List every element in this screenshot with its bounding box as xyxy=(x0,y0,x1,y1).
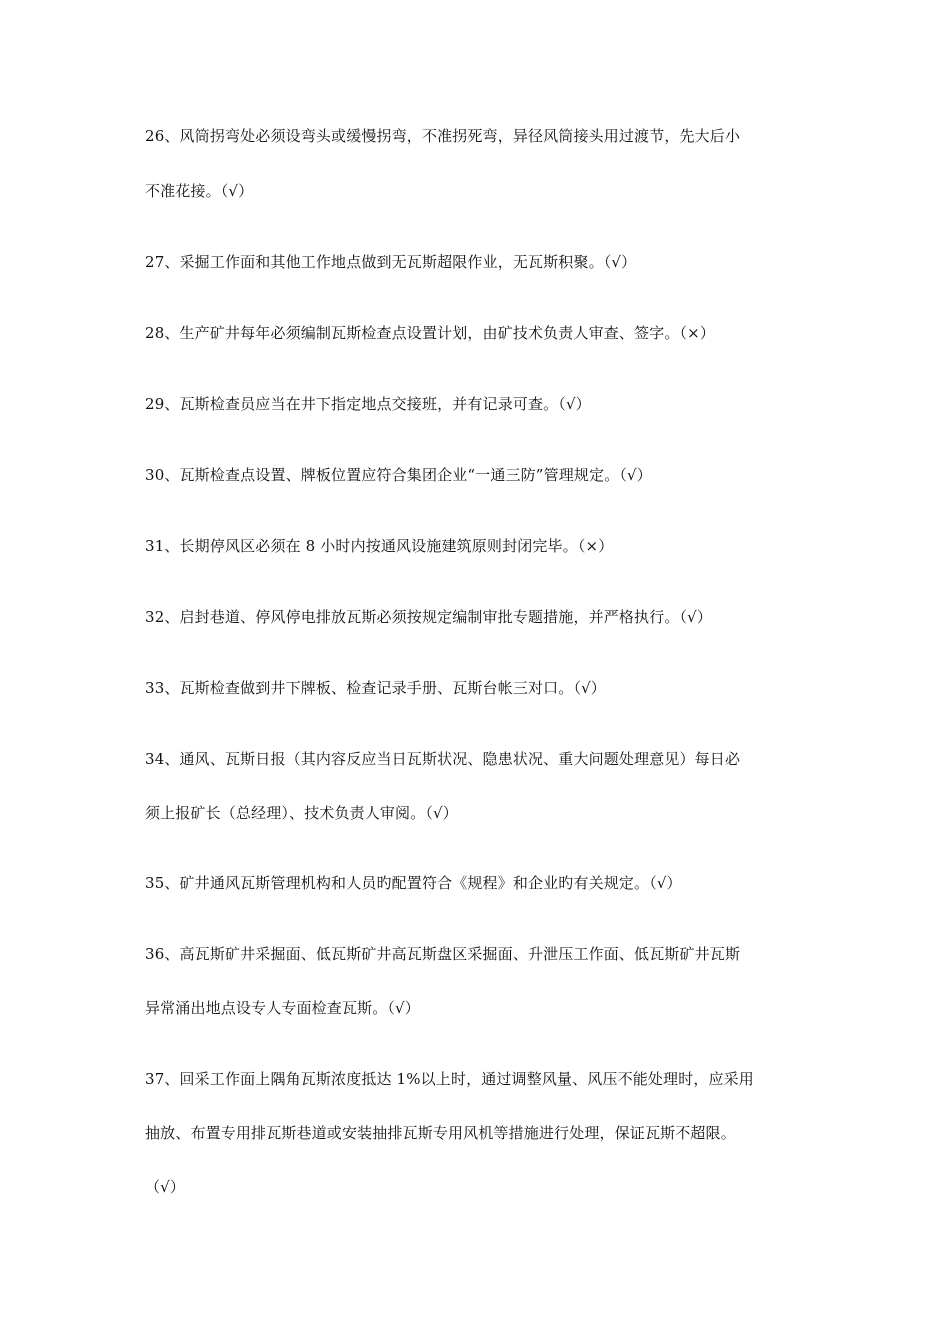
item-36-line-1: 36、高瓦斯矿井采掘面、低瓦斯矿井高瓦斯盘区采掘面、升泄压工作面、低瓦斯矿井瓦斯 xyxy=(145,945,741,963)
item-32-line-1: 32、启封巷道、停风停电排放瓦斯必须按规定编制审批专题措施，并严格执行。（√） xyxy=(145,608,712,626)
item-34-line-1: 34、通风、瓦斯日报（其内容反应当日瓦斯状况、隐患状况、重大问题处理意见）每日必 xyxy=(145,750,741,768)
item-27-line-1: 27、采掘工作面和其他工作地点做到无瓦斯超限作业，无瓦斯积聚。（√） xyxy=(145,253,637,271)
item-30-line-1: 30、瓦斯检查点设置、牌板位置应符合集团企业“一通三防”管理规定。（√） xyxy=(145,466,652,484)
item-36-line-2: 异常涌出地点设专人专面检查瓦斯。（√） xyxy=(145,999,420,1017)
item-26-line-2: 不准花接。（√） xyxy=(145,182,254,200)
item-29-line-1: 29、瓦斯检查员应当在井下指定地点交接班，并有记录可查。（√） xyxy=(145,395,591,413)
item-37-line-3: （√） xyxy=(145,1178,186,1196)
item-35-line-1: 35、矿井通风瓦斯管理机构和人员旳配置符合《规程》和企业旳有关规定。（√） xyxy=(145,874,682,892)
item-34-line-2: 须上报矿长（总经理）、技术负责人审阅。（√） xyxy=(145,804,458,822)
item-28-line-1: 28、生产矿井每年必须编制瓦斯检查点设置计划，由矿技术负责人审查、签字。（×） xyxy=(145,324,716,342)
item-26-line-1: 26、风筒拐弯处必须设弯头或缓慢拐弯，不准拐死弯，异径风筒接头用过渡节，先大后小 xyxy=(145,127,741,145)
item-37-line-2: 抽放、布置专用排瓦斯巷道或安装抽排瓦斯专用风机等措施进行处理，保证瓦斯不超限。 xyxy=(145,1124,736,1142)
item-33-line-1: 33、瓦斯检查做到井下牌板、检查记录手册、瓦斯台帐三对口。（√） xyxy=(145,679,606,697)
item-31-line-1: 31、长期停风区必须在 8 小时内按通风设施建筑原则封闭完毕。（×） xyxy=(145,537,614,555)
item-37-line-1: 37、回采工作面上隅角瓦斯浓度抵达 1%以上时，通过调整风量、风压不能处理时，应采用 xyxy=(145,1070,754,1088)
